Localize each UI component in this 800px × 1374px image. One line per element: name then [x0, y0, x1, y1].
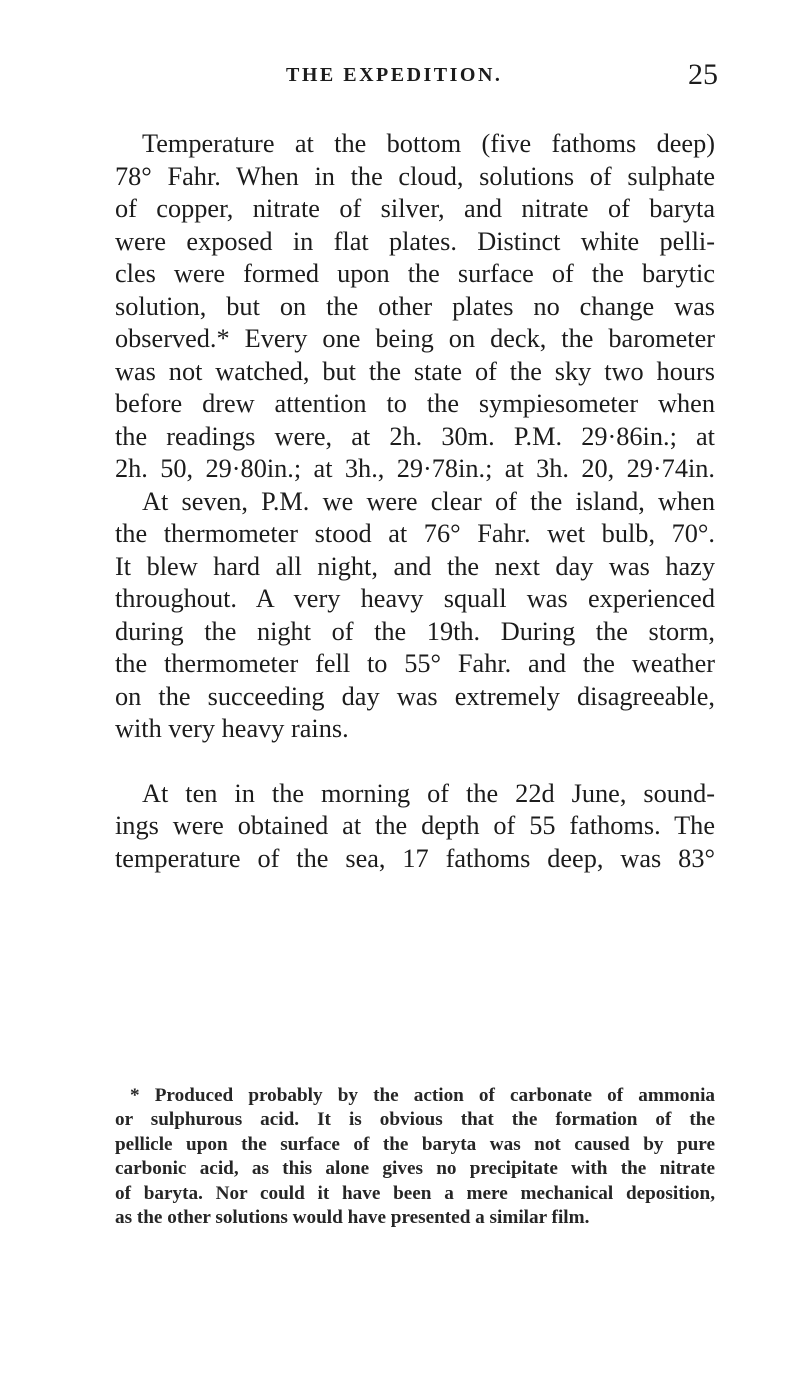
paragraph: [115, 128, 715, 486]
text-line: were exposed in flat plates. Distinct white pelli-: [115, 226, 715, 256]
body-text: [115, 128, 715, 875]
text-line: was not watched, but the state of the sky two hours: [115, 356, 715, 386]
text-line: before drew attention to the sympiesometer when: [115, 389, 715, 418]
paragraph-spacer: [115, 746, 715, 778]
text-line: with very heavy rains.: [115, 714, 349, 743]
footnote-line: as the other solutions would have presented a similar film.: [115, 1207, 590, 1229]
text-line: 2h. 50, 29·80in.; at 3h., 29·78in.; at 3h. 20, 29·74in.: [115, 454, 715, 483]
footnote-line: * Produced probably by the action of carbonate of ammonia: [130, 1085, 715, 1106]
footnote-line: pellicle upon the surface of the baryta was not caused by pure: [115, 1133, 715, 1155]
paragraph: [115, 778, 715, 876]
text-line: ings were obtained at the depth of 55 fathoms. The: [115, 811, 715, 840]
text-line: At ten in the morning of the 22d June, sound-: [142, 778, 715, 808]
text-line: solution, but on the other plates no change was: [115, 291, 715, 321]
text-line: At seven, P.M. we were clear of the island, when: [142, 486, 715, 516]
footnote: [115, 1084, 715, 1230]
text-line: throughout. A very heavy squall was experienced: [115, 584, 715, 613]
text-line: observed.* Every one being on deck, the barometer: [115, 324, 715, 353]
text-line: 78° Fahr. When in the cloud, solutions of sulphate: [115, 161, 715, 191]
text-line: the thermometer fell to 55° Fahr. and the weather: [115, 649, 715, 678]
text-line: cles were formed upon the surface of the barytic: [115, 259, 715, 288]
text-line: Temperature at the bottom (five fathoms deep): [142, 129, 715, 158]
text-line: of copper, nitrate of silver, and nitrate of baryta: [115, 194, 715, 223]
text-line: temperature of the sea, 17 fathoms deep, was 83°: [115, 843, 715, 873]
page-header: [0, 58, 800, 104]
footnote-line: carbonic acid, as this alone gives no precipitate with the nitrate: [115, 1158, 715, 1180]
paragraph: [115, 486, 715, 746]
footnote-line: of baryta. Nor could it have been a mere mechanical deposition,: [115, 1182, 715, 1204]
text-line: the readings were, at 2h. 30m. P.M. 29·86in.; at: [115, 421, 715, 451]
text-line: during the night of the 19th. During the storm,: [115, 616, 715, 646]
page-number: 25: [688, 58, 718, 91]
text-line: It blew hard all night, and the next day was hazy: [115, 551, 715, 581]
text-line: the thermometer stood at 76° Fahr. wet bulb, 70°.: [115, 519, 715, 548]
running-head: THE EXPEDITION.: [286, 64, 503, 86]
footnote-line: or sulphurous acid. It is obvious that the formation of the: [115, 1109, 715, 1131]
text-line: on the succeeding day was extremely disagreeable,: [115, 681, 715, 711]
